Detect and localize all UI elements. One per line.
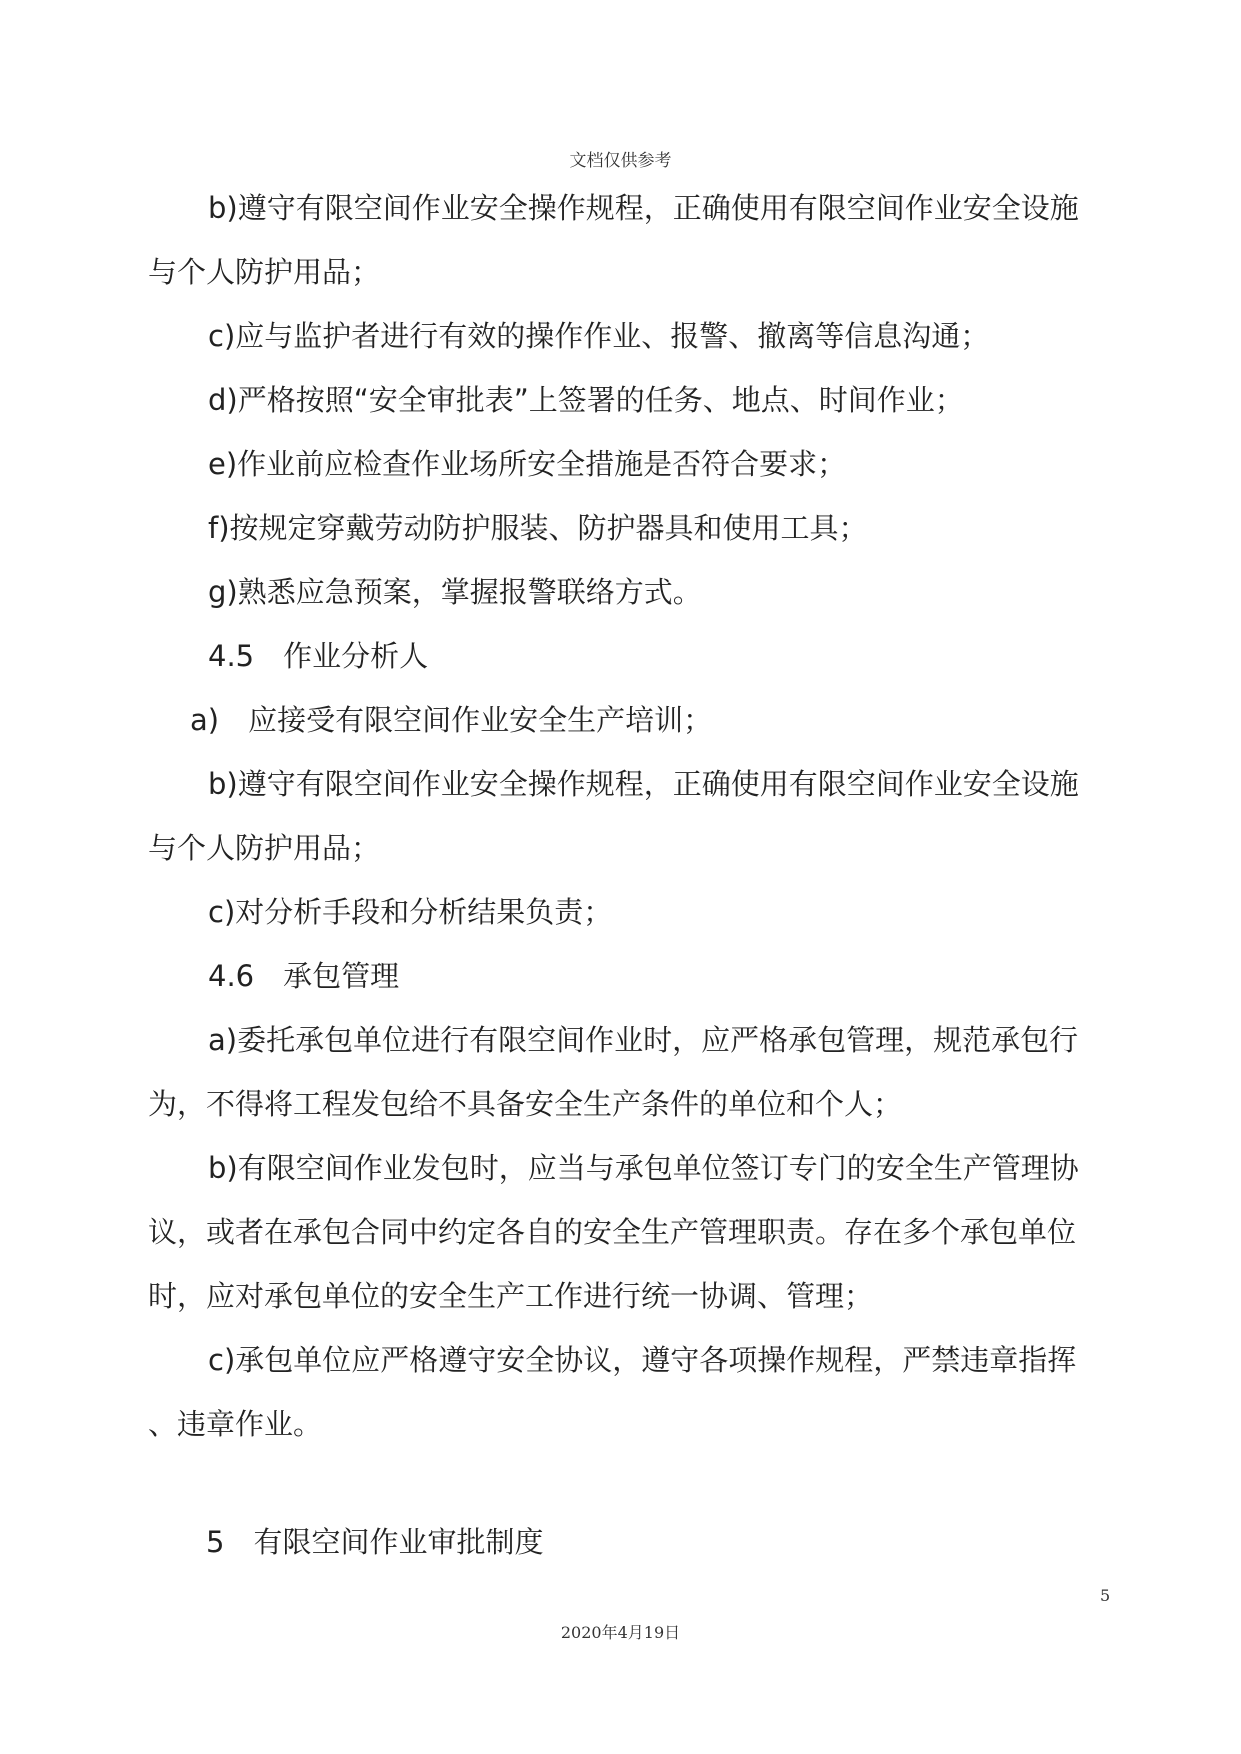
body-line: c)对分析手段和分析结果负责；	[208, 895, 613, 929]
body-line: a)委托承包单位进行有限空间作业时，应严格承包管理，规范承包行	[208, 1023, 1079, 1057]
body-line: d)严格按照“安全审批表”上签署的任务、地点、时间作业；	[208, 383, 964, 417]
body-line: b)遵守有限空间作业安全操作规程，正确使用有限空间作业安全设施	[208, 191, 1079, 225]
body-line: g)熟悉应急预案，掌握报警联络方式。	[208, 575, 702, 609]
page-number: 5	[1100, 1586, 1111, 1605]
body-line: b)有限空间作业发包时，应当与承包单位签订专门的安全生产管理协	[208, 1151, 1079, 1185]
body-line: 议，或者在承包合同中约定各自的安全生产管理职责。存在多个承包单位	[148, 1215, 1077, 1249]
body-line: 与个人防护用品；	[148, 255, 381, 289]
page-header: 文档仅供参考	[569, 151, 672, 171]
section-heading-5: 5 有限空间作业审批制度	[206, 1525, 544, 1559]
section-heading-4-6: 4.6 承包管理	[208, 959, 400, 993]
body-line: a) 应接受有限空间作业安全生产培训；	[190, 703, 713, 737]
body-line: e)作业前应检查作业场所安全措施是否符合要求；	[208, 447, 847, 481]
section-heading-4-5: 4.5 作业分析人	[208, 639, 429, 673]
body-line: 时，应对承包单位的安全生产工作进行统一协调、管理；	[148, 1279, 874, 1313]
page-footer-date: 2020年4月19日	[560, 1623, 681, 1642]
body-line: c)承包单位应严格遵守安全协议，遵守各项操作规程，严禁违章指挥	[208, 1343, 1077, 1377]
body-line: f)按规定穿戴劳动防护服装、防护器具和使用工具；	[208, 511, 868, 545]
body-line: c)应与监护者进行有效的操作作业、报警、撤离等信息沟通；	[208, 319, 990, 353]
body-line: 与个人防护用品；	[148, 831, 381, 865]
body-line: 、违章作业。	[148, 1407, 323, 1441]
body-line: 为，不得将工程发包给不具备安全生产条件的单位和个人；	[148, 1087, 903, 1121]
body-line: b)遵守有限空间作业安全操作规程，正确使用有限空间作业安全设施	[208, 767, 1079, 801]
